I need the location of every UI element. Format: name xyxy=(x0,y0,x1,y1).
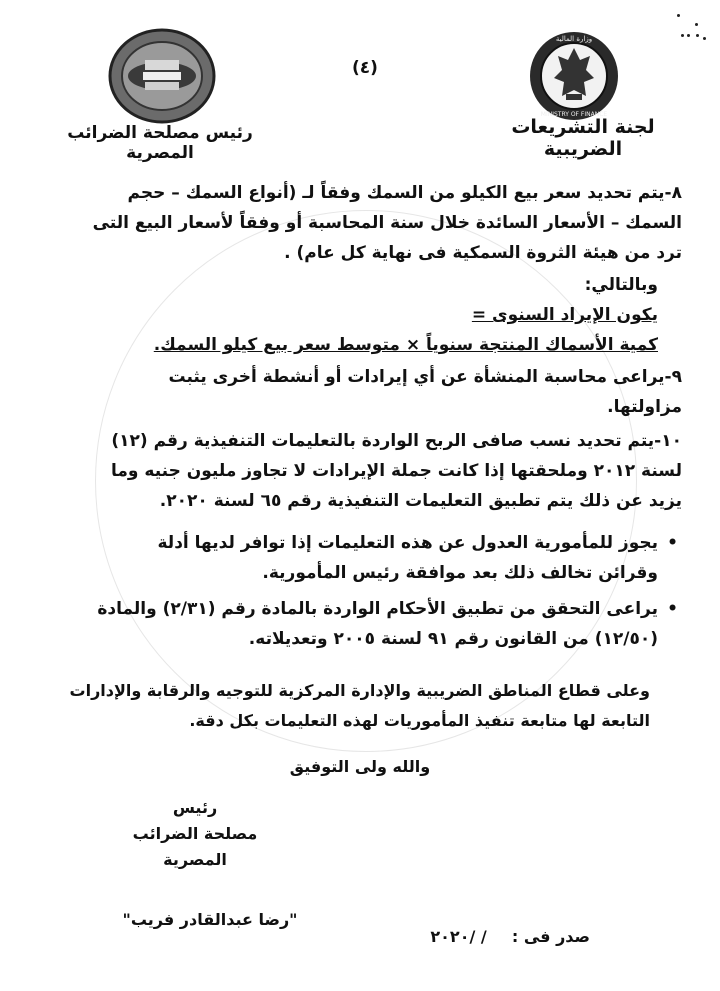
blessing: والله ولى التوفيق xyxy=(289,757,431,776)
therefore-label: وبالتالي: xyxy=(584,275,658,295)
formula-lhs: يكون الإيراد السنوى = xyxy=(471,305,658,325)
signature-title xyxy=(110,795,280,873)
issued-date xyxy=(430,927,590,946)
bullet-item: • يجوز للمأمورية العدول عن هذه التعليمات إذا توافر لديها أدلة وقرائن تخالف ذلك بعد موافقة رئيس المأمورية. xyxy=(92,528,682,588)
item-number: ٩- xyxy=(664,367,682,387)
ministry-of-finance-seal xyxy=(528,30,620,122)
signature-title-line1: رئيس xyxy=(172,798,218,817)
item-text: يتم تحديد سعر بيع الكيلو من السمك وفقاً لـ (أنواع السمك – حجم السمك – الأسعار السائدة خلال سنة المحاسبة أو وفقاً لأسعار البيع التى ترد من هيئة الثروة السمكية فى نهاية كل عام) . xyxy=(92,183,682,263)
issued-label: صدر فى : xyxy=(511,927,590,946)
item-8 xyxy=(92,178,682,360)
item-number: ١٠- xyxy=(654,431,682,451)
item-text: يتم تحديد نسب صافى الربح الواردة بالتعليمات التنفيذية رقم (١٢) لسنة ٢٠١٢ وملحقتها إذا كانت جملة الإيرادات لا تجاوز مليون جنيه وما يزيد عن ذلك يتم تطبيق التعليمات التنفيذية رقم ٦٥ لسنة ٢٠٢٠. xyxy=(111,431,682,511)
scan-noise-dots xyxy=(672,6,712,46)
seal-arabic-text: وزارة المالية xyxy=(555,35,593,43)
header-right-title: لجنة التشريعات الضريبية xyxy=(511,116,655,160)
item-number: ٨- xyxy=(664,183,682,203)
tax-authority-seal xyxy=(107,28,217,124)
item-10 xyxy=(92,426,682,516)
page-number: (٤) xyxy=(352,58,378,78)
bullet-item: • يراعى التحقق من تطبيق الأحكام الواردة بالمادة رقم (٢/٣١) والمادة (١٢/٥٠) من القانون رقم ٩١ لسنة ٢٠٠٥ وتعديلاته. xyxy=(92,594,682,654)
closing-paragraph: وعلى قطاع المناطق الضريبية والإدارة المركزية للتوجيه والرقابة والإدارات التابعة لها متابعة تنفيذ المأموريات لهذه التعليمات بكل دقة. xyxy=(69,681,650,730)
header-left-title: رئيس مصلحة الضرائب المصرية xyxy=(67,123,253,163)
issued-date-value: / /٢٠٢٠ xyxy=(430,927,487,946)
item-9 xyxy=(92,362,682,422)
seal-english-text: MINISTRY OF FINANCE xyxy=(540,111,608,118)
bullet-notes xyxy=(92,528,682,660)
signature-title-line2: مصلحة الضرائب المصرية xyxy=(132,824,258,869)
item-text: يراعى محاسبة المنشأة عن أي إيرادات أو أنشطة أخرى يثبت مزاولتها. xyxy=(168,367,682,417)
signatory-name: "رضا عبدالقادر فريب" xyxy=(122,910,298,929)
formula-rhs: كمية الأسماك المنتجة سنوياً × متوسط سعر بيع كيلو السمك. xyxy=(153,335,658,355)
